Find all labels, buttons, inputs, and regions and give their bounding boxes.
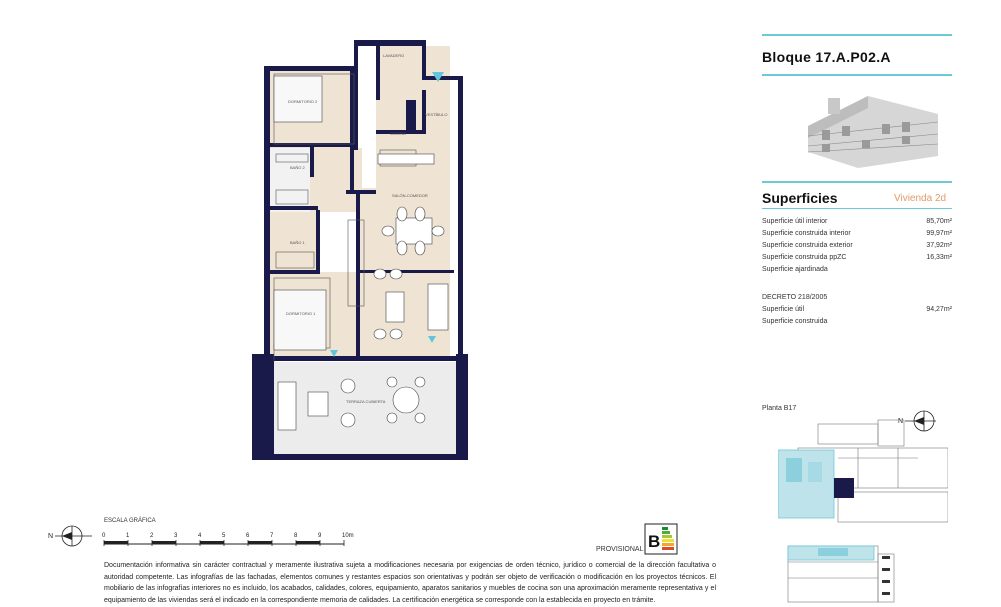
surface-label: Superficie ajardinada [762, 266, 828, 273]
surface-value: 37,92m² [926, 242, 952, 249]
scale-tick-label: 5 [222, 533, 226, 539]
surface-value: 85,70m² [926, 218, 952, 225]
room-bano-1: BAÑO 1 [290, 240, 305, 245]
decreto-label: Superficie útil [762, 306, 805, 313]
decreto-title: DECRETO 218/2005 [762, 294, 828, 301]
building-render [798, 86, 950, 172]
decreto-label: Superficie construida [762, 318, 828, 325]
superficies-title: Superficies [762, 190, 838, 206]
surface-row [762, 242, 952, 252]
scale-title: ESCALA GRÁFICA [104, 518, 156, 524]
room-bano-2: BAÑO 2 [290, 165, 305, 170]
scale-tick-label: 8 [294, 533, 298, 539]
scale-tick-label: 7 [270, 533, 274, 539]
scale-tick-label: 0 [102, 533, 106, 539]
north-arrow-icon [48, 522, 94, 550]
superficies-rule-top [762, 181, 952, 183]
superficies-rule-bottom [762, 208, 952, 209]
north-letter: N [898, 418, 904, 425]
surface-value: 16,33m² [926, 254, 952, 261]
room-cocina: COCINA [390, 131, 406, 136]
page-title: Bloque 17.A.P02.A [762, 49, 891, 65]
floor-plan [236, 30, 471, 462]
title-rule-top [762, 34, 952, 36]
site-plan [778, 418, 948, 528]
scale-tick-label: 1 [126, 533, 130, 539]
scale-tick-label: 3 [174, 533, 178, 539]
scale-tick-label: 6 [246, 533, 250, 539]
surface-label: Superficie construida ppZC [762, 254, 847, 261]
elevation-thumbnail [778, 538, 948, 604]
room-dormitorio-1: DORMITORIO 1 [286, 311, 316, 316]
energy-grade: B [648, 532, 661, 551]
room-dormitorio-2: DORMITORIO 2 [288, 99, 318, 104]
surface-row [762, 218, 952, 228]
title-rule-bottom [762, 74, 952, 76]
scale-tick-label: 2 [150, 533, 154, 539]
scale-tick-label: 9 [318, 533, 322, 539]
planta-label: Planta B17 [762, 405, 797, 412]
surface-row [762, 230, 952, 240]
surface-row [762, 254, 952, 264]
north-letter-left: N [48, 533, 54, 540]
decreto-row [762, 318, 952, 328]
scale-tick-label: 4 [198, 533, 202, 539]
energy-rating-badge [644, 523, 678, 555]
room-lavadero: LAVADERO [383, 53, 405, 58]
decreto-row [762, 306, 952, 316]
decreto-value: 94,27m² [926, 306, 952, 313]
scale-tick-label: 10m [342, 533, 354, 539]
vivienda-type: Vivienda 2d [894, 193, 947, 204]
surface-label: Superficie construida exterior [762, 242, 853, 249]
room-vestibulo: VESTÍBULO [425, 112, 448, 117]
surface-value: 99,97m² [926, 230, 952, 237]
surface-label: Superficie útil interior [762, 218, 828, 225]
surface-label: Superficie construida interior [762, 230, 851, 237]
graphic-scale [100, 526, 360, 550]
legal-disclaimer: Documentación informativa sin carácter contractual y meramente ilustrativa sujeta a modificaciones necesaria por exigencias de orden técnico, jurídico o comercial de la dirección facultativa o autoridad competente. Las infografías de las fachadas, elementos comunes y restantes espacios son orientativas y podrán ser objeto de verificación o modificación en los proyectos técnicos. El mobiliario de las infografías interiores no es incluido, los acabados, calidades, colores, equipamiento, aparatos sanitarios y muebles de cocina son una aproximación meramente representativa y el equipamiento de las viviendas será el indicado en la correspondiente memoria de calidades. La certificación energética se corresponde con la establecida en proyecto en trámite. [104, 562, 716, 605]
energy-provisional-label: PROVISIONAL [596, 546, 644, 553]
surface-row [762, 266, 952, 276]
room-terraza: TERRAZA CUBIERTA [346, 399, 386, 404]
room-salon-comedor: SALÓN-COMEDOR [392, 193, 428, 198]
